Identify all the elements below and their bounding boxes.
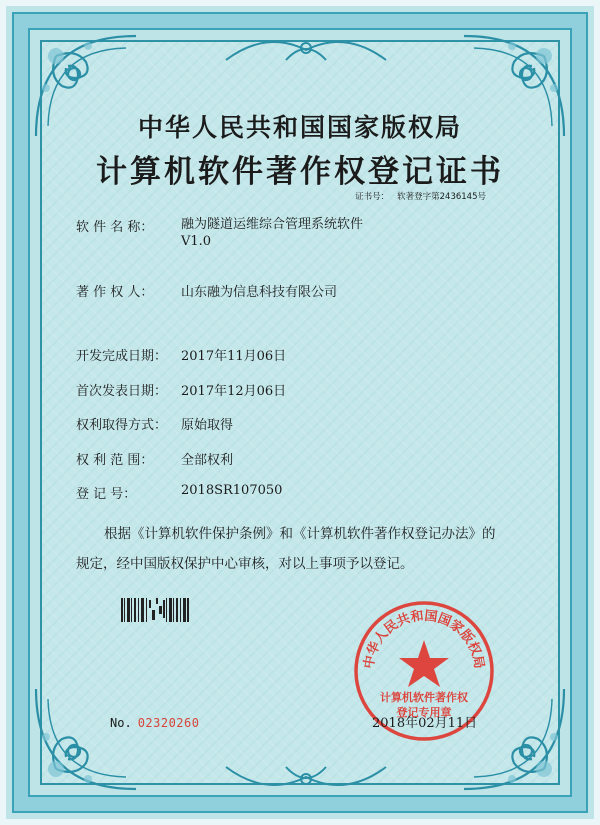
field-label: 权 利 范 围：	[76, 453, 154, 468]
software-name: 融为隧道运维综合管理系统软件	[181, 217, 364, 232]
serial-value: 02320260	[137, 716, 200, 730]
registration-statement	[76, 519, 546, 579]
issuing-authority: 中华人民共和国国家版权局	[137, 113, 462, 142]
field-value: 2017年12月06日	[181, 384, 287, 399]
field-registration-number	[76, 483, 282, 502]
field-development-date	[76, 345, 286, 364]
statement-line-1: 根据《计算机软件保护条例》和《计算机软件著作权登记办法》的	[104, 526, 496, 542]
field-label: 软 件 名 称：	[76, 220, 154, 235]
seal-line-1: 计算机软件著作权	[380, 691, 468, 704]
field-label: 著 作 权 人：	[76, 285, 154, 300]
field-rights-scope	[76, 449, 233, 468]
field-software-name	[76, 216, 363, 250]
software-version: V1.0	[181, 234, 212, 249]
issue-date: 2018年02月11日	[372, 716, 478, 731]
field-value	[181, 216, 363, 250]
serial-label: No.	[110, 716, 132, 730]
field-value: 全部权利	[181, 453, 234, 468]
field-value: 原始取得	[181, 418, 234, 433]
statement-line-2: 规定，经中国版权保护中心审核，对以上事项予以登记。	[76, 556, 414, 572]
field-acquisition-method	[76, 414, 233, 433]
seal-ring-text: 中华人民共和国国家版权局	[361, 608, 487, 670]
top-ornament-icon	[216, 30, 396, 70]
certificate-title: 计算机软件著作权登记证书	[96, 154, 504, 190]
seal-line-2: 登记专用章	[396, 706, 452, 719]
field-label: 权利取得方式：	[76, 418, 168, 433]
field-label: 开发完成日期：	[76, 349, 168, 364]
field-copyright-owner	[76, 281, 337, 300]
field-label: 首次发表日期：	[76, 384, 168, 399]
field-publication-date	[76, 380, 286, 399]
field-value: 2017年11月06日	[181, 349, 287, 364]
corner-scroll-icon	[26, 679, 146, 799]
certificate-number-label: 证书号：	[355, 192, 390, 202]
field-label: 登 记 号：	[76, 487, 137, 502]
serial-number	[110, 716, 199, 730]
barcode-icon	[121, 598, 189, 622]
field-value: 山东融为信息科技有限公司	[181, 285, 338, 300]
certificate-number	[355, 190, 486, 202]
bottom-ornament-icon	[216, 757, 396, 797]
field-value: 2018SR107050	[181, 483, 283, 498]
certificate-number-value: 软著登字第2436145号	[397, 192, 486, 202]
